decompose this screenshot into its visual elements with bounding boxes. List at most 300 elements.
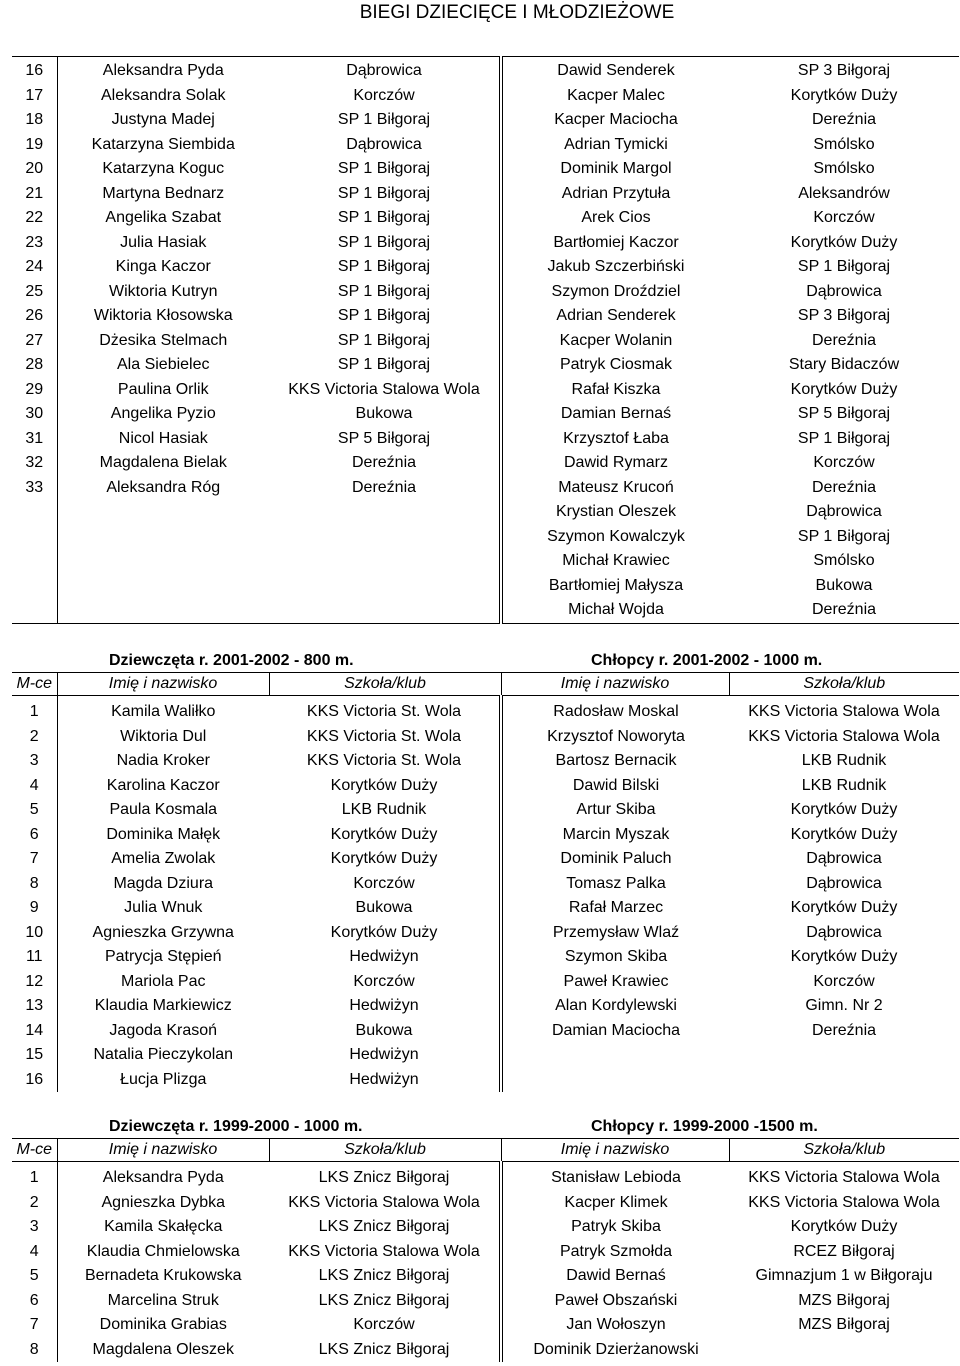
boy-school-cell: Dąbrowica xyxy=(806,282,882,300)
table-row xyxy=(12,945,959,970)
boy-name-cell: Dawid Senderek xyxy=(557,62,675,79)
boy-school-cell: Korytków Duży xyxy=(790,380,898,398)
section-header xyxy=(12,1116,959,1139)
place-cell: 3 xyxy=(12,1215,57,1240)
girl-school-cell xyxy=(269,574,501,599)
boy-name-cell: Kacper Klimek xyxy=(564,1193,668,1211)
girl-school-cell: LKS Znicz Biłgoraj xyxy=(269,1215,501,1240)
table-row xyxy=(12,1166,959,1191)
table-row xyxy=(12,774,959,799)
boy-school-cell: Korczów xyxy=(813,972,875,990)
girl-school-cell: SP 1 Biłgoraj xyxy=(269,231,501,256)
boy-school-cell: MZS Biłgoraj xyxy=(798,1291,890,1309)
girl-name-cell: Angelika Pyzio xyxy=(110,405,216,422)
boy-school-cell xyxy=(729,1068,959,1093)
girl-name-cell: Mariola Pac xyxy=(121,972,206,990)
boy-name-cell: Michał Krawiec xyxy=(562,552,670,569)
table-row xyxy=(12,329,959,354)
boy-name-cell: Radosław Moskal xyxy=(553,703,679,720)
boy-school-cell: Dąbrowica xyxy=(806,850,882,867)
boy-name-cell: Jan Wołoszyn xyxy=(566,1316,666,1333)
place-cell: 15 xyxy=(12,1043,57,1068)
table-row xyxy=(12,378,959,403)
table-row xyxy=(12,1068,959,1093)
girl-school-cell: Korczów xyxy=(269,872,501,897)
boy-name-cell: Kacper Wolanin xyxy=(559,331,673,349)
boy-school-cell: LKB Rudnik xyxy=(801,752,887,769)
girl-name-cell: Nadia Kroker xyxy=(116,752,210,769)
boy-school-cell: Korytków Duży xyxy=(790,948,898,965)
girl-name-cell xyxy=(57,574,269,599)
boy-school-cell: Dereźnia xyxy=(811,111,877,128)
boy-name-cell: Adrian Tymicki xyxy=(564,135,668,153)
girl-name-cell: Agnieszka Grzywna xyxy=(92,923,234,941)
table-row xyxy=(12,451,959,476)
place-cell: 32 xyxy=(12,451,57,476)
table-row xyxy=(12,847,959,872)
table-row xyxy=(12,700,959,725)
boy-school-cell: Dereźnia xyxy=(811,1021,877,1039)
boy-name-cell: Kacper Maciocha xyxy=(554,111,678,128)
table-row xyxy=(12,84,959,109)
girls-section-title: Dziewczęta r. 2001-2002 - 800 m. xyxy=(109,652,354,669)
boys-section-title: Chłopcy r. 1999-2000 -1500 m. xyxy=(591,1118,818,1135)
girl-name-cell xyxy=(57,500,269,525)
table-row xyxy=(12,1240,959,1265)
table-row xyxy=(12,1338,959,1363)
girl-name-cell: Angelika Szabat xyxy=(105,209,222,226)
section-header xyxy=(12,650,959,673)
girl-school-cell: Korczów xyxy=(269,84,501,109)
girl-school-cell: Bukowa xyxy=(269,1019,501,1044)
boy-name-cell: Paweł Krawiec xyxy=(563,972,669,990)
girl-name-cell: Dominika Grabias xyxy=(99,1316,227,1333)
place-cell: 1 xyxy=(12,1166,57,1191)
girl-name-cell: Karolina Kaczor xyxy=(106,776,220,794)
table-row xyxy=(12,725,959,750)
boy-name-cell: Alan Kordylewski xyxy=(555,997,677,1014)
place-cell: 31 xyxy=(12,427,57,452)
place-cell: 14 xyxy=(12,1019,57,1044)
boy-name-cell: Przemysław Wlaź xyxy=(552,923,680,941)
table-row xyxy=(12,749,959,774)
place-cell: 16 xyxy=(12,1068,57,1093)
girl-school-cell: SP 1 Biłgoraj xyxy=(269,353,501,378)
boy-school-cell: Korytków Duży xyxy=(790,801,898,818)
boy-name-cell: Rafał Kiszka xyxy=(571,380,661,398)
boy-name-cell: Bartłomiej Kaczor xyxy=(553,233,679,251)
boy-school-cell: SP 3 Biłgoraj xyxy=(797,307,891,324)
boy-name-cell: Damian Bernaś xyxy=(560,405,672,422)
column-header-row xyxy=(12,1139,959,1162)
place-cell: 6 xyxy=(12,823,57,848)
place-cell: 25 xyxy=(12,280,57,305)
column-header-row xyxy=(12,673,959,696)
boy-school-cell: Smólsko xyxy=(813,135,875,153)
girl-name-cell: Łucja Plizga xyxy=(120,1070,207,1088)
results-table-1999-2000 xyxy=(12,1116,959,1362)
table-row xyxy=(12,872,959,897)
girl-name-cell: Natalia Pieczykolan xyxy=(93,1046,234,1063)
table-row xyxy=(12,1313,959,1338)
boy-name-cell: Bartłomiej Małysza xyxy=(548,576,684,594)
girl-school-cell: KKS Victoria St. Wola xyxy=(269,725,501,750)
girl-school-cell: SP 1 Biłgoraj xyxy=(269,206,501,231)
table-row xyxy=(12,1191,959,1216)
boy-school-cell: Gimn. Nr 2 xyxy=(805,997,883,1014)
boy-school-cell: SP 3 Biłgoraj xyxy=(797,62,891,79)
girl-school-cell: Dąbrowica xyxy=(269,57,501,84)
place-cell: 8 xyxy=(12,1338,57,1363)
boy-school-cell: LKB Rudnik xyxy=(801,776,887,794)
girl-school-cell: Dereźnia xyxy=(269,451,501,476)
col-header-school: Szkoła/klub xyxy=(269,673,501,696)
boy-name-cell: Patryk Skiba xyxy=(571,1218,661,1235)
place-cell: 33 xyxy=(12,476,57,501)
boy-school-cell: Smólsko xyxy=(813,160,875,177)
girl-name-cell: Amelia Zwolak xyxy=(111,850,216,867)
table-row xyxy=(12,108,959,133)
boy-name-cell: Dawid Rymarz xyxy=(563,454,668,471)
girl-school-cell xyxy=(269,525,501,550)
boy-name-cell: Damian Maciocha xyxy=(551,1021,681,1039)
col-header-name: Imię i nazwisko xyxy=(501,1139,729,1162)
place-cell: 28 xyxy=(12,353,57,378)
girl-school-cell: Dereźnia xyxy=(269,476,501,501)
girl-school-cell: Korytków Duży xyxy=(269,847,501,872)
col-header-name: Imię i nazwisko xyxy=(501,673,729,696)
boy-school-cell: Dąbrowica xyxy=(806,503,882,520)
table-row xyxy=(12,427,959,452)
girl-name-cell: Kinga Kaczor xyxy=(115,258,211,275)
girl-school-cell: Hedwiżyn xyxy=(269,1068,501,1093)
boy-school-cell: Korytków Duży xyxy=(790,1218,898,1235)
girl-name-cell: Magdalena Bielak xyxy=(99,454,227,471)
col-header-school: Szkoła/klub xyxy=(729,1139,959,1162)
girl-school-cell: SP 1 Biłgoraj xyxy=(269,304,501,329)
table-row xyxy=(12,574,959,599)
table-row xyxy=(12,304,959,329)
table-row xyxy=(12,598,959,623)
girl-school-cell: SP 1 Biłgoraj xyxy=(269,182,501,207)
boy-name-cell: Kacper Malec xyxy=(567,86,665,104)
boy-school-cell: Korytków Duży xyxy=(790,86,898,104)
table-row xyxy=(12,476,959,501)
boy-name-cell: Krzysztof Łaba xyxy=(563,429,669,447)
boy-school-cell: RCEZ Biłgoraj xyxy=(793,1242,895,1260)
boy-name-cell xyxy=(501,1043,729,1068)
boy-name-cell: Tomasz Palka xyxy=(566,874,666,892)
girl-name-cell: Paulina Orlik xyxy=(117,380,209,398)
col-header-school: Szkoła/klub xyxy=(269,1139,501,1162)
boy-name-cell: Dominik Dzierżanowski xyxy=(533,1340,699,1358)
place-cell: 4 xyxy=(12,774,57,799)
girl-name-cell: Wiktoria Dul xyxy=(120,727,207,745)
girl-school-cell: Hedwiżyn xyxy=(269,994,501,1019)
boy-school-cell: KKS Victoria Stalowa Wola xyxy=(748,727,940,745)
boy-school-cell: SP 1 Biłgoraj xyxy=(797,429,891,447)
place-cell xyxy=(12,525,57,550)
boy-name-cell: Rafał Marzec xyxy=(568,899,664,916)
table-row xyxy=(12,57,959,84)
girl-school-cell xyxy=(269,598,501,623)
girl-school-cell: SP 1 Biłgoraj xyxy=(269,280,501,305)
girl-name-cell: Aleksandra Róg xyxy=(106,478,221,496)
boy-school-cell: Korytków Duży xyxy=(790,233,898,251)
girl-school-cell: SP 1 Biłgoraj xyxy=(269,108,501,133)
boy-school-cell: Korczów xyxy=(813,454,875,471)
place-cell: 26 xyxy=(12,304,57,329)
results-table-continued xyxy=(12,56,959,624)
girl-name-cell: Julia Wnuk xyxy=(124,899,203,916)
boy-school-cell: KKS Victoria Stalowa Wola xyxy=(748,703,940,720)
place-cell: 21 xyxy=(12,182,57,207)
place-cell: 20 xyxy=(12,157,57,182)
table-row xyxy=(12,921,959,946)
boy-name-cell: Dominik Paluch xyxy=(560,850,672,867)
girl-name-cell: Martyna Bednarz xyxy=(102,184,225,202)
girl-school-cell: LKS Znicz Biłgoraj xyxy=(269,1289,501,1314)
place-cell: 5 xyxy=(12,798,57,823)
girl-name-cell xyxy=(57,598,269,623)
boy-school-cell: Dereźnia xyxy=(811,331,877,349)
boy-school-cell: SP 1 Biłgoraj xyxy=(797,527,891,545)
girl-school-cell: Korczów xyxy=(269,970,501,995)
table-row xyxy=(12,353,959,378)
boy-school-cell: Dąbrowica xyxy=(806,874,882,892)
boy-school-cell: KKS Victoria Stalowa Wola xyxy=(748,1169,940,1186)
girl-name-cell: Ala Siebielec xyxy=(117,356,210,373)
table-row xyxy=(12,231,959,256)
place-cell: 17 xyxy=(12,84,57,109)
girl-school-cell: Hedwiżyn xyxy=(269,945,501,970)
girl-name-cell xyxy=(57,549,269,574)
girl-name-cell: Nicol Hasiak xyxy=(118,429,208,447)
boy-name-cell: Dawid Bilski xyxy=(572,776,660,794)
boy-name-cell: Krzysztof Noworyta xyxy=(547,727,685,745)
girl-name-cell: Katarzyna Siembida xyxy=(91,135,235,153)
place-cell: 5 xyxy=(12,1264,57,1289)
boy-school-cell: Korytków Duży xyxy=(790,825,898,843)
boy-school-cell: Gimnazjum 1 w Biłgoraju xyxy=(755,1267,933,1284)
girl-name-cell xyxy=(57,525,269,550)
girl-name-cell: Aleksandra Pyda xyxy=(102,1169,224,1186)
girl-school-cell: Korytków Duży xyxy=(269,774,501,799)
boy-name-cell: Marcin Myszak xyxy=(562,825,670,843)
boy-school-cell: Stary Bidaczów xyxy=(788,356,900,373)
girl-school-cell: SP 5 Biłgoraj xyxy=(269,427,501,452)
place-cell: 2 xyxy=(12,725,57,750)
girl-school-cell: Dąbrowica xyxy=(269,133,501,158)
boy-name-cell: Patryk Szmołda xyxy=(559,1242,673,1260)
table-row xyxy=(12,402,959,427)
girl-name-cell: Wiktoria Kutryn xyxy=(109,282,218,300)
place-cell: 9 xyxy=(12,896,57,921)
results-table-2001-2002 xyxy=(12,650,959,1092)
boy-name-cell: Mateusz Krucoń xyxy=(558,478,674,496)
girl-name-cell: Dżesika Stelmach xyxy=(99,331,228,349)
boy-name-cell: Krystian Oleszek xyxy=(555,503,677,520)
place-cell: 30 xyxy=(12,402,57,427)
place-cell: 1 xyxy=(12,700,57,725)
place-cell: 29 xyxy=(12,378,57,403)
boy-name-cell: Adrian Przytuła xyxy=(561,184,671,202)
boy-school-cell: SP 5 Biłgoraj xyxy=(797,405,891,422)
boy-name-cell: Bartosz Bernacik xyxy=(555,752,677,769)
col-header-place: M-ce xyxy=(12,673,57,696)
boy-name-cell: Dominik Margol xyxy=(560,160,672,177)
girl-school-cell: KKS Victoria St. Wola xyxy=(269,749,501,774)
place-cell: 11 xyxy=(12,945,57,970)
boy-school-cell: Dąbrowica xyxy=(806,923,882,941)
place-cell: 18 xyxy=(12,108,57,133)
girl-name-cell: Julia Hasiak xyxy=(120,233,207,251)
boy-school-cell: MZS Biłgoraj xyxy=(798,1316,890,1333)
girl-name-cell: Paula Kosmala xyxy=(109,801,218,818)
page-title: BIEGI DZIECIĘCE I MŁODZIEŻOWE xyxy=(359,2,675,23)
col-header-name: Imię i nazwisko xyxy=(57,1139,269,1162)
girl-school-cell: LKS Znicz Biłgoraj xyxy=(269,1166,501,1191)
girl-school-cell: Bukowa xyxy=(269,896,501,921)
girl-school-cell: Korytków Duży xyxy=(269,921,501,946)
girl-school-cell: KKS Victoria Stalowa Wola xyxy=(269,1240,501,1265)
place-cell: 6 xyxy=(12,1289,57,1314)
boy-school-cell: Bukowa xyxy=(815,576,873,594)
table-row xyxy=(12,896,959,921)
girl-name-cell: Dominika Małęk xyxy=(106,825,221,843)
boy-school-cell: Korczów xyxy=(813,209,875,226)
girl-school-cell: Hedwiżyn xyxy=(269,1043,501,1068)
place-cell: 10 xyxy=(12,921,57,946)
boy-name-cell: Adrian Senderek xyxy=(556,307,676,324)
boy-school-cell: Dereźnia xyxy=(811,478,877,496)
table-row xyxy=(12,133,959,158)
table-row xyxy=(12,1264,959,1289)
table-row xyxy=(12,1289,959,1314)
boy-name-cell: Paweł Obszański xyxy=(554,1291,678,1309)
place-cell: 12 xyxy=(12,970,57,995)
girl-name-cell: Aleksandra Pyda xyxy=(102,62,224,79)
boys-section-title: Chłopcy r. 2001-2002 - 1000 m. xyxy=(591,652,823,669)
girls-section-title: Dziewczęta r. 1999-2000 - 1000 m. xyxy=(109,1118,363,1135)
girl-school-cell: SP 1 Biłgoraj xyxy=(269,255,501,280)
place-cell: 16 xyxy=(12,57,57,84)
place-cell: 7 xyxy=(12,1313,57,1338)
table-row xyxy=(12,1019,959,1044)
girl-school-cell: LKS Znicz Biłgoraj xyxy=(269,1264,501,1289)
girl-name-cell: Magda Dziura xyxy=(113,874,214,892)
table-row xyxy=(12,525,959,550)
col-header-place: M-ce xyxy=(12,1139,57,1162)
place-cell: 22 xyxy=(12,206,57,231)
boy-school-cell xyxy=(729,1043,959,1068)
boy-school-cell: Aleksandrów xyxy=(798,184,890,202)
place-cell: 2 xyxy=(12,1191,57,1216)
girl-school-cell: LKS Znicz Biłgoraj xyxy=(269,1338,501,1363)
boy-school-cell: Korytków Duży xyxy=(790,899,898,916)
girl-name-cell: Patrycja Stępień xyxy=(104,948,222,965)
boy-name-cell: Michał Wojda xyxy=(568,601,664,618)
girl-name-cell: Klaudia Chmielowska xyxy=(86,1242,240,1260)
girl-name-cell: Justyna Madej xyxy=(111,111,215,128)
table-row xyxy=(12,255,959,280)
boy-name-cell: Szymon Skiba xyxy=(564,948,668,965)
girl-school-cell xyxy=(269,500,501,525)
place-cell: 7 xyxy=(12,847,57,872)
boy-name-cell: Szymon Droździel xyxy=(551,282,681,300)
girl-school-cell: KKS Victoria Stalowa Wola xyxy=(269,1191,501,1216)
place-cell xyxy=(12,500,57,525)
girl-name-cell: Klaudia Markiewicz xyxy=(94,997,232,1014)
girl-school-cell xyxy=(269,549,501,574)
boy-name-cell: Arek Cios xyxy=(581,209,651,226)
table-row xyxy=(12,280,959,305)
table-row xyxy=(12,182,959,207)
place-cell: 4 xyxy=(12,1240,57,1265)
boy-name-cell: Jakub Szczerbiński xyxy=(547,258,685,275)
girl-name-cell: Wiktoria Kłosowska xyxy=(93,307,233,324)
girl-name-cell: Bernadeta Krukowska xyxy=(84,1267,242,1284)
girl-school-cell: Bukowa xyxy=(269,402,501,427)
boy-name-cell: Szymon Kowalczyk xyxy=(547,527,685,545)
girl-school-cell: LKB Rudnik xyxy=(269,798,501,823)
girl-name-cell: Agnieszka Dybka xyxy=(101,1193,226,1211)
place-cell xyxy=(12,574,57,599)
boy-name-cell: Dawid Bernaś xyxy=(566,1267,666,1284)
girl-school-cell: SP 1 Biłgoraj xyxy=(269,329,501,354)
table-row xyxy=(12,1043,959,1068)
place-cell xyxy=(12,598,57,623)
table-row xyxy=(12,994,959,1019)
girl-school-cell: KKS Victoria St. Wola xyxy=(269,700,501,725)
girl-school-cell: SP 1 Biłgoraj xyxy=(269,157,501,182)
table-row xyxy=(12,157,959,182)
table-row xyxy=(12,500,959,525)
place-cell: 23 xyxy=(12,231,57,256)
table-row xyxy=(12,970,959,995)
girl-school-cell: Korytków Duży xyxy=(269,823,501,848)
boy-name-cell xyxy=(501,1068,729,1093)
boy-name-cell: Stanisław Lebioda xyxy=(551,1169,681,1186)
place-cell: 24 xyxy=(12,255,57,280)
place-cell: 19 xyxy=(12,133,57,158)
girl-name-cell: Marcelina Struk xyxy=(107,1291,219,1309)
girl-name-cell: Jagoda Krasoń xyxy=(109,1021,218,1039)
girl-name-cell: Katarzyna Koguc xyxy=(102,160,225,177)
col-header-school: Szkoła/klub xyxy=(729,673,959,696)
girl-name-cell: Magdalena Oleszek xyxy=(92,1340,234,1358)
col-header-name: Imię i nazwisko xyxy=(57,673,269,696)
place-cell: 27 xyxy=(12,329,57,354)
table-row xyxy=(12,549,959,574)
place-cell xyxy=(12,549,57,574)
boy-school-cell: KKS Victoria Stalowa Wola xyxy=(748,1193,940,1211)
girl-school-cell: Korczów xyxy=(269,1313,501,1338)
girl-school-cell: KKS Victoria Stalowa Wola xyxy=(269,378,501,403)
table-row xyxy=(12,1215,959,1240)
boy-name-cell: Artur Skiba xyxy=(576,801,656,818)
place-cell: 8 xyxy=(12,872,57,897)
boy-name-cell: Patryk Ciosmak xyxy=(559,356,673,373)
table-row xyxy=(12,798,959,823)
girl-name-cell: Kamila Waliłko xyxy=(111,703,216,720)
girl-name-cell: Kamila Skałęcka xyxy=(104,1218,223,1235)
boy-school-cell: Smólsko xyxy=(813,552,875,569)
place-cell: 13 xyxy=(12,994,57,1019)
boy-school-cell xyxy=(729,1338,959,1363)
boy-school-cell: Dereźnia xyxy=(811,601,877,618)
table-row xyxy=(12,206,959,231)
